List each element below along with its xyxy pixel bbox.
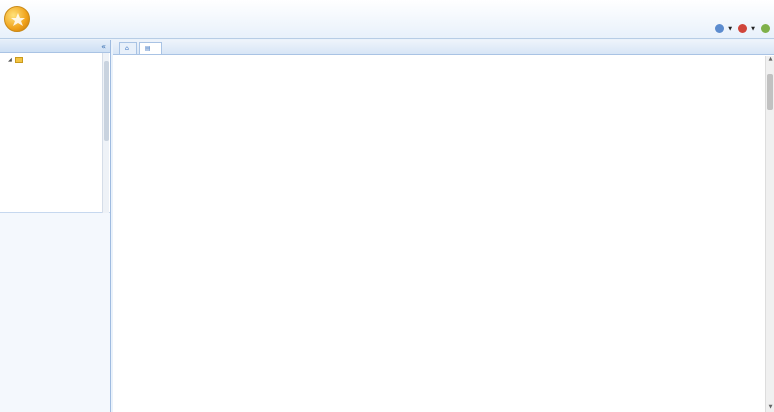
submenu-scrollbar[interactable]	[102, 53, 109, 213]
chevron-double-left-icon[interactable]: «	[101, 42, 106, 51]
tab-cost-report[interactable]	[139, 42, 163, 54]
logout-button[interactable]	[738, 24, 755, 33]
header	[0, 0, 774, 39]
chevron-down-icon: ▼	[728, 25, 733, 32]
triangle-down-icon: ◢	[8, 56, 12, 63]
folder-icon	[15, 57, 23, 63]
settings-button[interactable]	[715, 24, 732, 33]
sub-group[interactable]	[0, 53, 110, 66]
report	[258, 56, 713, 76]
scrollbar-thumb[interactable]	[104, 61, 109, 141]
scroll-up-icon[interactable]: ▲	[768, 56, 773, 62]
scrollbar-thumb[interactable]	[767, 74, 773, 110]
submenu	[0, 53, 110, 213]
sidebar	[0, 40, 111, 412]
tab-home[interactable]	[119, 42, 137, 54]
top-actions	[715, 24, 772, 33]
sidebar-header	[0, 40, 110, 53]
tab-bar	[113, 40, 774, 55]
logo-icon	[4, 6, 30, 32]
report-title	[258, 58, 713, 76]
home-icon: ⌂	[125, 45, 129, 52]
document-icon: ▤	[144, 45, 151, 52]
logout-icon	[738, 24, 747, 33]
scroll-down-icon[interactable]: ▼	[768, 404, 773, 410]
help-icon	[761, 24, 770, 33]
chevron-down-icon: ▼	[751, 25, 755, 32]
main-scrollbar[interactable]	[765, 56, 774, 412]
settings-icon	[715, 24, 724, 33]
main-panel	[113, 40, 774, 412]
report-content	[113, 56, 765, 412]
help-button[interactable]	[761, 24, 772, 33]
